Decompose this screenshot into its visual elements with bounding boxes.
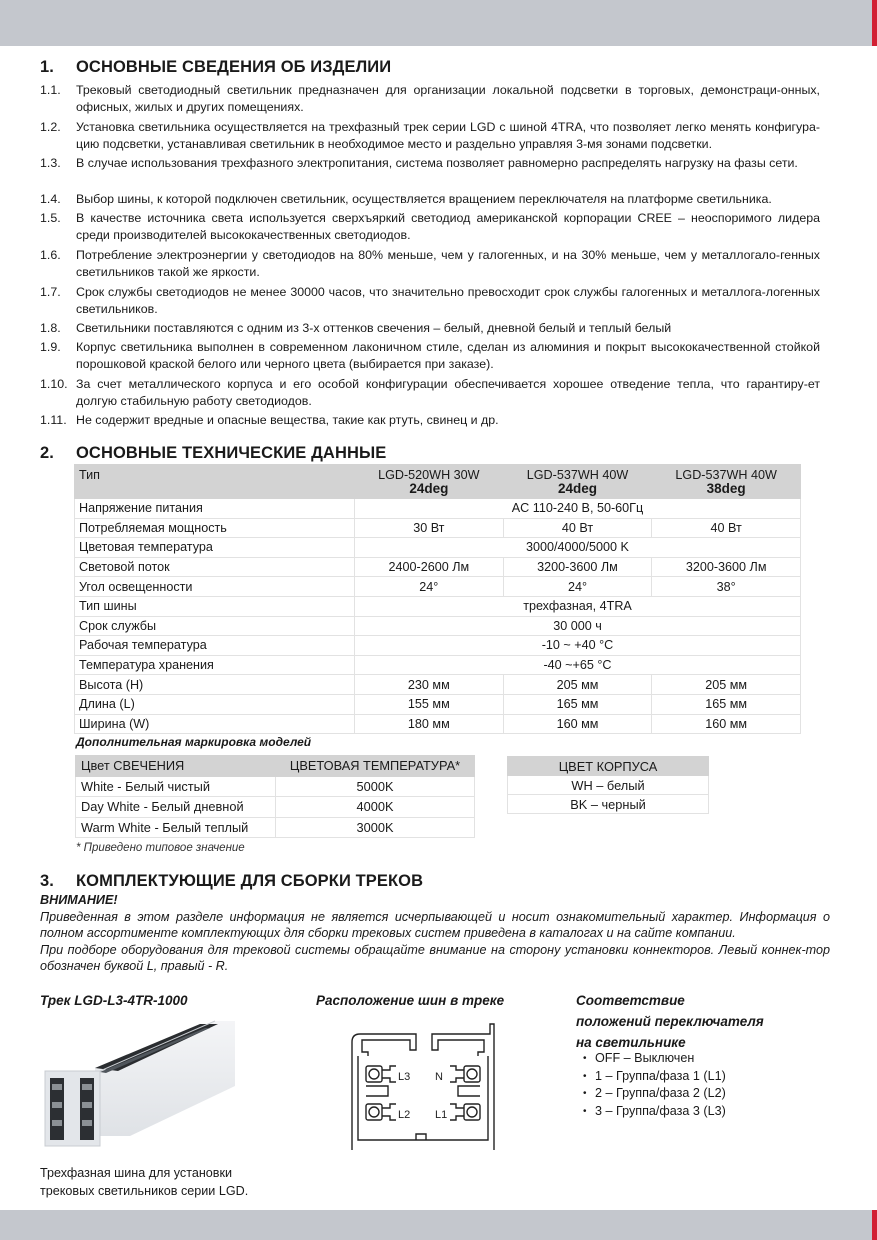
switch-positions-list [583,1050,726,1120]
marking-temp: 3000K [276,817,475,838]
spec-label: Угол освещенности [75,577,355,597]
section-2-heading [40,444,386,463]
table-row [75,557,801,577]
attention-paragraph-2: При подборе оборудования для трековой системы обращайте внимание на сторону установки коннекторов. Левый коннек-тор обозначен буквой L, правый - R. [40,942,830,973]
bus-layout-diagram [344,1022,499,1150]
spec-label: Световой поток [75,557,355,577]
table-row [75,538,801,558]
table-row [75,655,801,675]
body-color-value: BK – черный [508,795,709,814]
marking-header-temp: ЦВЕТОВАЯ ТЕМПЕРАТУРА* [276,756,475,777]
attention-text [40,909,830,974]
spec-value: 180 мм [355,714,504,734]
section-2-title: ОСНОВНЫЕ ТЕХНИЧЕСКИЕ ДАННЫЕ [76,444,387,462]
switch-title [576,990,764,1053]
item-number: 1.9. [40,340,61,354]
item-number: 1.6. [40,248,61,262]
item-number: 1.5. [40,211,61,225]
spec-value: 205 мм [503,675,652,695]
tech-header-model-2 [503,465,652,499]
spec-value: AC 110-240 В, 50-60Гц [355,499,801,519]
table-row [508,776,709,795]
track-title: Трек LGD-L3-4TR-1000 [40,993,188,1008]
track-product-image [40,1016,235,1151]
table-row [75,675,801,695]
attention-title: ВНИМАНИЕ! [40,893,118,907]
list-item: • 1 – Группа/фаза 1 (L1) [583,1068,726,1086]
spec-value: 30 000 ч [355,616,801,636]
item-1-2 [40,119,820,152]
section-3-heading [40,872,423,891]
item-text: За счет металлического корпуса и его особой конфигурации обеспечивается хорошее отведение тепла, что гарантиру-ет долгую стабильную работу светодиодов. [76,377,820,408]
header-accent-stripe [872,0,877,46]
marking-temp: 4000K [276,797,475,818]
marking-table [75,755,475,838]
spec-value: 3200-3600 Лм [652,557,801,577]
table-row [75,577,801,597]
item-1-4 [40,191,820,208]
item-text: Установка светильника осуществляется на трехфазный трек серии LGD с шиной 4TRA, что позволяет легко менять конфигура-цию подсветки, устанавливая светильник в необходимое место и раздельно управляя 3-мя зонами подсветки. [76,120,820,151]
spec-value: 155 мм [355,694,504,714]
spec-label: Напряжение питания [75,499,355,519]
table-row [75,518,801,538]
item-text: Корпус светильника выполнен в современном лаконичном стиле, сделан из алюминия и покрыт высококачественной стойкой порошковой краской белого или черного цвета (выбирается при заказе). [76,340,820,371]
marking-color: Warm White - Белый теплый [76,817,276,838]
tech-body [75,499,801,734]
section-2-number: 2. [40,444,54,462]
marking-color: Day White - Белый дневной [76,797,276,818]
spec-label: Высота (H) [75,675,355,695]
spec-label: Ширина (W) [75,714,355,734]
marking-temp: 5000K [276,776,475,797]
item-text: Светильники поставляются с одним из 3-х оттенков свечения – белый, дневной белый и теплый белый [76,321,672,335]
table-row [75,636,801,656]
table-row [75,499,801,519]
bus-label-n: N [435,1071,443,1083]
table-row [75,714,801,734]
spec-value: 38° [652,577,801,597]
spec-value: -10 ~ +40 °С [355,636,801,656]
item-1-6 [40,247,820,280]
item-number: 1.3. [40,156,61,170]
marking-header-color: Цвет СВЕЧЕНИЯ [76,756,276,777]
marking-caption: Дополнительная маркировка моделей [76,735,312,749]
track-caption-line: Трехфазная шина для установки [40,1166,233,1180]
spec-value: 230 мм [355,675,504,695]
spec-label: Температура хранения [75,655,355,675]
item-1-3 [40,155,820,172]
spec-label: Потребляемая мощность [75,518,355,538]
item-text: Потребление электроэнергии у светодиодов на 80% меньше, чем у галогенных, и на 30% меньше, чем у металлогало-генных светильников такой же яркости. [76,248,820,279]
spec-value: 40 Вт [652,518,801,538]
section-1-heading [40,58,391,77]
item-text: Выбор шины, к которой подключен светильник, осуществляется вращением переключателя на платформе светильника. [76,192,772,206]
table-row [76,797,475,818]
body-color-table [507,756,709,814]
item-1-8 [40,320,820,337]
tech-header-label: Тип [75,465,355,499]
switch-title-line: положений переключателя [576,1014,764,1029]
table-row [75,694,801,714]
spec-value: 165 мм [503,694,652,714]
item-text: В случае использования трехфазного электропитания, система позволяет равномерно распределять нагрузку на фазы сети. [76,156,798,170]
item-1-9 [40,339,820,372]
table-row [76,817,475,838]
table-row [75,596,801,616]
spec-value: 24° [355,577,504,597]
tech-header-row [75,465,801,499]
bus-layout-title: Расположение шин в треке [316,993,505,1008]
spec-value: 30 Вт [355,518,504,538]
item-number: 1.7. [40,285,61,299]
item-text: Не содержит вредные и опасные вещества, такие как ртуть, свинец и др. [76,413,499,427]
model-name: LGD-520WH 30W [378,468,480,482]
track-caption [40,1165,248,1200]
bus-label-l2: L2 [398,1109,411,1121]
bus-label-l3: L3 [398,1071,411,1083]
switch-title-line: на светильнике [576,1035,686,1050]
switch-title-line: Соответствие [576,993,685,1008]
table-row [508,795,709,814]
model-name: LGD-537WH 40W [526,468,629,482]
model-angle: 24deg [557,481,597,496]
item-number: 1.11. [40,413,67,427]
spec-value: 3000/4000/5000 K [355,538,801,558]
spec-value: 40 Вт [503,518,652,538]
item-number: 1.1. [40,83,61,97]
spec-value: 160 мм [652,714,801,734]
item-number: 1.8. [40,321,61,335]
footnote: * Приведено типовое значение [76,842,245,854]
spec-value: 3200-3600 Лм [503,557,652,577]
body-color-value: WH – белый [508,776,709,795]
marking-header-row [76,756,475,777]
section-1-title: ОСНОВНЫЕ СВЕДЕНИЯ ОБ ИЗДЕЛИИ [76,58,392,76]
footer-accent-stripe [872,1210,877,1240]
footer-band [0,1210,877,1240]
table-row [76,776,475,797]
item-1-10 [40,376,820,409]
spec-value: 2400-2600 Лм [355,557,504,577]
item-1-11 [40,412,820,429]
spec-label: Рабочая температура [75,636,355,656]
spec-value: 24° [503,577,652,597]
spec-label: Длина (L) [75,694,355,714]
spec-label: Цветовая температура [75,538,355,558]
item-text: В качестве источника света используется сверхъяркий светодиод американской корпорации CREE – неоспоримого лидера среди производителей высококачественных светодиодов. [76,211,820,242]
attention-paragraph-1: Приведенная в этом разделе информация не является исчерпывающей и носит ознакомительный характер. Информация о полном ассортименте комплектующих для сборки трековых систем приведена в каталогах и на сайте компании. [40,910,830,941]
item-text: Трековый светодиодный светильник предназначен для организации локальной подсветки в торговых, демонстраци-онных, офисных, жилых и других помещениях. [76,83,820,114]
spec-value: трехфазная, 4TRA [355,596,801,616]
tech-specs-table [74,464,801,734]
item-1-1 [40,82,820,115]
list-item: • 2 – Группа/фаза 2 (L2) [583,1085,726,1103]
item-number: 1.10. [40,377,68,391]
tech-header-model-3 [652,465,801,499]
item-number: 1.2. [40,120,61,134]
table-row [75,616,801,636]
body-color-header: ЦВЕТ КОРПУСА [508,757,709,776]
track-caption-line: трековых светильников серии LGD. [40,1183,249,1198]
tech-header-model-1 [355,465,504,499]
spec-label: Срок службы [75,616,355,636]
item-number: 1.4. [40,192,61,206]
model-angle: 38deg [706,481,746,496]
marking-color: White - Белый чистый [76,776,276,797]
model-name: LGD-537WH 40W [675,468,777,482]
list-item: • OFF – Выключен [583,1050,726,1068]
section-3-title: КОМПЛЕКТУЮЩИЕ ДЛЯ СБОРКИ ТРЕКОВ [76,872,424,890]
bus-label-l1: L1 [435,1109,448,1121]
model-angle: 24deg [409,481,449,496]
section-1-number: 1. [40,58,54,76]
item-1-7 [40,284,820,317]
item-text: Срок службы светодиодов не менее 30000 часов, что значительно превосходит срок службы галогенных и металлога-логенных светильников. [76,285,820,316]
spec-label: Тип шины [75,596,355,616]
item-1-5 [40,210,820,243]
spec-value: -40 ~+65 °С [355,655,801,675]
list-item: • 3 – Группа/фаза 3 (L3) [583,1103,726,1121]
spec-value: 165 мм [652,694,801,714]
spec-value: 160 мм [503,714,652,734]
spec-value: 205 мм [652,675,801,695]
section-3-number: 3. [40,872,54,890]
header-band [0,0,877,46]
